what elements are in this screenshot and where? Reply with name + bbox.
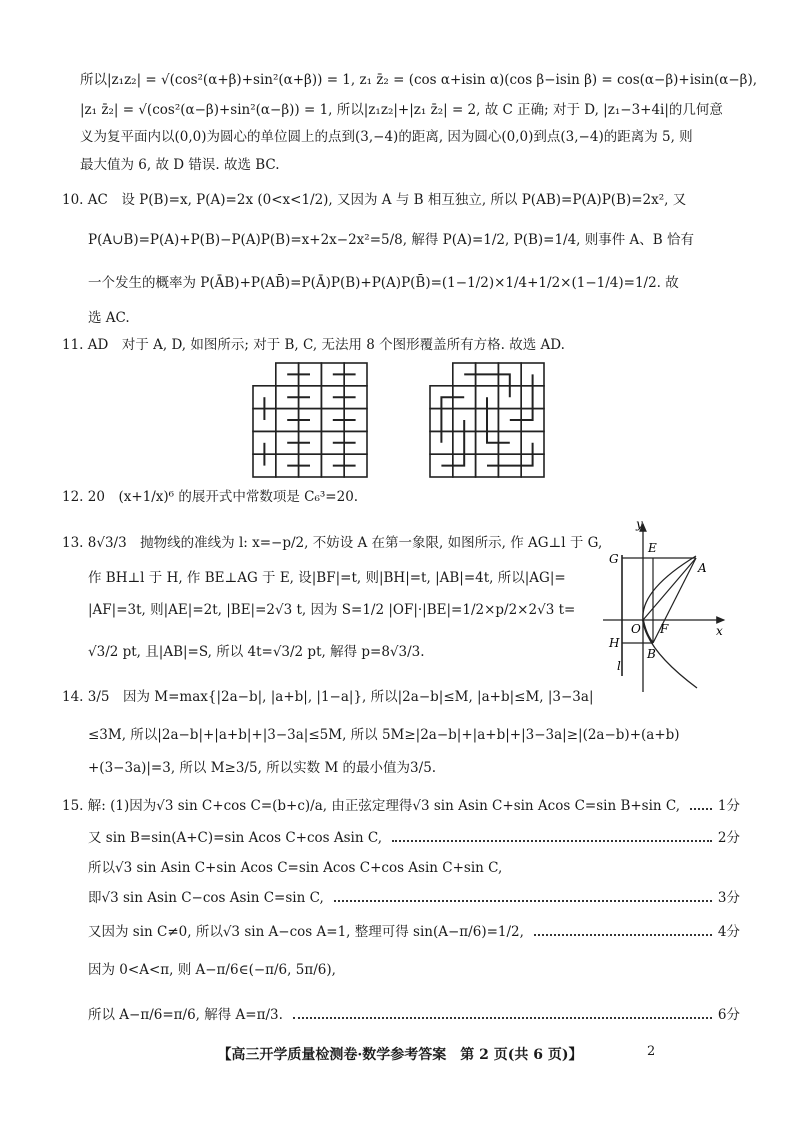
score-label: 2分 (717, 830, 740, 846)
q15-line (88, 961, 740, 979)
q10-line-2: P(A∪B)=P(A)+P(B)−P(A)P(B)=x+2x−2x²=5/8, 解得 P(A)=1/2, P(B)=1/4, 则事件 A、B 恰有 (88, 232, 695, 248)
label-G: G (609, 552, 619, 566)
score-label: 6分 (717, 1007, 740, 1023)
page-footer: 【高三开学质量检测卷·数学参考答案 第 2 页(共 6 页)】 (217, 1047, 583, 1063)
q9-line-3: 义为复平面内以(0,0)为圆心的单位圆上的点到(3,−4)的距离, 因为圆心(0,0)到点(3,−4)的距离为 5, 则 (80, 129, 693, 145)
q15-line (88, 923, 740, 941)
q11-line: 11. AD 对于 A, D, 如图所示; 对于 B, C, 无法用 8 个图形覆盖所有方格. 故选 AD. (62, 337, 565, 353)
q15-line (88, 859, 740, 877)
dotted-leader (392, 840, 712, 842)
q13-line-2: 作 BH⊥l 于 H, 作 BE⊥AG 于 E, 设|BF|=t, 则|BH|=t, |AB|=4t, 所以|AG|= (88, 570, 566, 586)
q15-line-text: 15. 解: (1)因为√3 sin C+cos C=(b+c)/a, 由正弦定理得√3 sin Asin C+sin Acos C=sin B+sin C, (62, 798, 681, 814)
score-label: 1分 (717, 798, 740, 814)
dotted-leader (293, 1017, 712, 1019)
q15-line (88, 889, 740, 907)
score-label: 3分 (717, 890, 740, 906)
q15-line-text: 因为 0<A<π, 则 A−π/6∈(−π/6, 5π/6), (88, 962, 336, 978)
label-H: H (609, 636, 620, 650)
label-F: F (660, 622, 669, 636)
q12-line: 12. 20 (x+1/x)⁶ 的展开式中常数项是 C₆³=20. (62, 489, 359, 505)
dotted-leader (534, 934, 712, 936)
q14-line-3: +(3−3a)|=3, 所以 M≥3/5, 所以实数 M 的最小值为3/5. (88, 760, 437, 776)
parabola-curve (643, 556, 697, 688)
q15-line (88, 829, 740, 847)
label-l: l (617, 659, 621, 673)
q15-line (88, 1006, 740, 1024)
q15-line-text: 又 sin B=sin(A+C)=sin Acos C+cos Asin C, (88, 830, 382, 846)
label-O: O (631, 622, 641, 636)
label-B: B (647, 647, 656, 661)
q15-line-text: 所以√3 sin Asin C+sin Acos C=sin Acos C+cos Asin C+sin C, (88, 860, 503, 876)
q14-line-1: 14. 3/5 因为 M=max{|2a−b|, |a+b|, |1−a|}, 所以|2a−b|≤M, |a+b|≤M, |3−3a| (62, 689, 594, 705)
q15-line-text: 又因为 sin C≠0, 所以√3 sin A−cos A=1, 整理可得 sin(A−π/6)=1/2, (88, 924, 524, 940)
q13-line-4: √3/2 pt, 且|AB|=S, 所以 4t=√3/2 pt, 解得 p=8√3/3. (88, 644, 425, 660)
label-A: A (698, 561, 707, 575)
q10-line-1: 10. AC 设 P(B)=x, P(A)=2x (0<x<1/2), 又因为 A 与 B 相互独立, 所以 P(AB)=P(A)P(B)=2x², 又 (62, 192, 687, 208)
q15-line-text: 所以 A−π/6=π/6, 解得 A=π/3. (88, 1007, 283, 1023)
q15-line-text: 即√3 sin Asin C−cos Asin C=sin C, (88, 890, 324, 906)
q14-line-2: ≤3M, 所以|2a−b|+|a+b|+|3−3a|≤5M, 所以 5M≥|2a−b|+|a+b|+|3−3a|≥|(2a−b)+(a+b) (88, 727, 680, 743)
page-mark: 2 (647, 1044, 656, 1059)
q9-line-2: |z₁ z̄₂| = √(cos²(α−β)+sin²(α−β)) = 1, 所以|z₁z₂|+|z₁ z̄₂| = 2, 故 C 正确; 对于 D, |z₁−3+4i|的几何意 (80, 102, 723, 118)
q13-line-1: 13. 8√3/3 抛物线的准线为 l: x=−p/2, 不妨设 A 在第一象限, 如图所示, 作 AG⊥l 于 G, (62, 535, 603, 551)
label-E: E (648, 541, 657, 555)
label-x: x (716, 624, 723, 638)
label-y: y (636, 517, 643, 531)
q10-line-3: 一个发生的概率为 P(ĀB)+P(AB̄)=P(Ā)P(B)+P(A)P(B̄)=(1−1/2)×1/4+1/2×(1−1/4)=1/2. 故 (88, 275, 679, 291)
score-label: 4分 (717, 924, 740, 940)
chord-OB (643, 620, 653, 643)
q10-line-4: 选 AC. (88, 310, 130, 326)
q9-line-1: 所以|z₁z₂| = √(cos²(α+β)+sin²(α+β)) = 1, z₁ z̄₂ = (cos α+isin α)(cos β−isin β) = cos(α−β)+isin(α−β), (80, 72, 758, 88)
q13-line-3: |AF|=3t, 则|AE|=2t, |BE|=2√3 t, 因为 S=1/2 |OF|·|BE|=1/2×p/2×2√3 t= (88, 602, 576, 618)
q15-line (62, 797, 740, 815)
dotted-leader (690, 808, 712, 810)
dotted-leader (334, 900, 712, 902)
q9-line-4: 最大值为 6, 故 D 错误. 故选 BC. (80, 157, 280, 173)
